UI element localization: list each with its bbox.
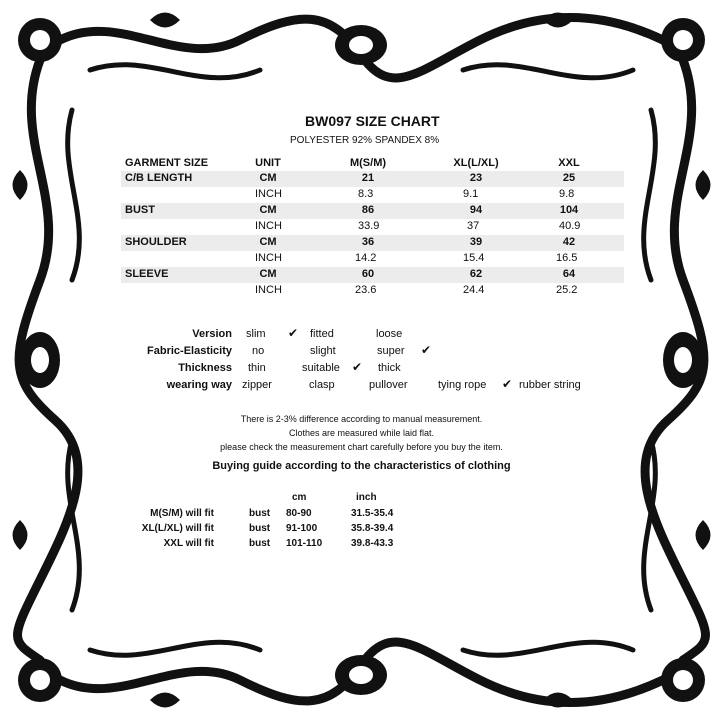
value-cell: 42 (562, 236, 576, 248)
attr-wearing-way-label: wearing way (166, 379, 232, 391)
chart-title: BW097 SIZE CHART (305, 113, 440, 129)
row-label: SHOULDER (125, 236, 187, 248)
guide-col-inch: inch (356, 492, 377, 503)
wearing-zipper: zipper (242, 379, 272, 391)
value-cell: 37 (467, 220, 480, 232)
wearing-rubber-string: rubber string (519, 379, 581, 391)
guide-col-cm: cm (292, 492, 307, 503)
buying-guide-title: Buying guide according to the characteristics of clothing (212, 460, 511, 472)
guide-row-label: XXL will fit (163, 538, 214, 549)
guide-row-part: bust (249, 508, 271, 519)
check-icon: ✔ (502, 377, 513, 391)
table-row-cb-length-inch (121, 187, 624, 203)
value-cell: 62 (469, 268, 483, 280)
value-cell: 40.9 (559, 220, 581, 232)
table-row-cb-length-cm (121, 171, 624, 187)
value-cell: 94 (469, 204, 483, 216)
unit-cell: INCH (255, 284, 282, 296)
header-xxl: XXL (558, 157, 580, 169)
unit-cell: CM (259, 268, 277, 280)
value-cell: 39 (469, 236, 483, 248)
value-cell: 23 (469, 172, 483, 184)
header-unit: UNIT (255, 157, 281, 169)
value-cell: 15.4 (463, 252, 485, 264)
wearing-tying-rope: tying rope (438, 379, 487, 391)
unit-cell: CM (259, 204, 277, 216)
value-cell: 36 (361, 236, 375, 248)
unit-cell: CM (259, 236, 277, 248)
value-cell: 16.5 (556, 252, 578, 264)
value-cell: 25 (562, 172, 576, 184)
header-garment-size: GARMENT SIZE (125, 157, 209, 169)
table-row-shoulder-cm (121, 235, 624, 251)
wearing-pullover: pullover (369, 379, 408, 391)
value-cell: 24.4 (463, 284, 485, 296)
unit-cell: INCH (255, 252, 282, 264)
guide-row-part: bust (249, 523, 271, 534)
row-label: SLEEVE (125, 268, 169, 280)
version-fitted: fitted (310, 328, 334, 340)
guide-row-cm: 101-110 (286, 538, 323, 549)
version-slim: slim (246, 328, 266, 340)
unit-cell: CM (259, 172, 277, 184)
unit-cell: INCH (255, 220, 282, 232)
version-loose: loose (376, 328, 403, 340)
value-cell: 9.8 (559, 188, 575, 200)
guide-row-label: XL(L/XL) will fit (141, 523, 214, 534)
value-cell: 104 (559, 204, 579, 216)
header-m: M(S/M) (349, 157, 387, 169)
value-cell: 86 (361, 204, 375, 216)
table-row-shoulder-inch (121, 251, 624, 267)
thickness-thin: thin (248, 362, 266, 374)
material-composition: POLYESTER 92% SPANDEX 8% (290, 135, 440, 146)
guide-row-inch: 39.8-43.3 (351, 538, 394, 549)
note-check-chart: please check the measurement chart carefully before you buy the item. (220, 442, 503, 452)
value-cell: 64 (562, 268, 576, 280)
guide-row-cm: 91-100 (286, 523, 318, 534)
attr-thickness-label: Thickness (178, 362, 232, 374)
guide-row-cm: 80-90 (286, 508, 312, 519)
wearing-clasp: clasp (309, 379, 335, 391)
check-icon: ✔ (421, 343, 432, 357)
check-icon: ✔ (288, 326, 299, 340)
value-cell: 8.3 (358, 188, 374, 200)
attr-version-label: Version (192, 328, 232, 340)
guide-row-inch: 31.5-35.4 (351, 508, 394, 519)
note-laid-flat: Clothes are measured while laid flat. (288, 428, 435, 438)
elasticity-super: super (377, 345, 405, 357)
value-cell: 33.9 (358, 220, 380, 232)
header-xl: XL(L/XL) (453, 157, 499, 169)
table-row-sleeve-cm (121, 267, 624, 283)
guide-row-label: M(S/M) will fit (150, 508, 214, 519)
value-cell: 21 (361, 172, 375, 184)
attr-elasticity-label: Fabric-Elasticity (147, 345, 232, 357)
value-cell: 60 (361, 268, 375, 280)
value-cell: 14.2 (355, 252, 377, 264)
table-row-bust-cm (121, 203, 624, 219)
value-cell: 25.2 (556, 284, 578, 296)
thickness-thick: thick (378, 362, 401, 374)
unit-cell: INCH (255, 188, 282, 200)
thickness-suitable: suitable (302, 362, 340, 374)
value-cell: 23.6 (355, 284, 377, 296)
elasticity-slight: slight (310, 345, 336, 357)
check-icon: ✔ (352, 360, 363, 374)
row-label: C/B LENGTH (125, 172, 193, 184)
note-measurement-difference: There is 2-3% difference according to manual measurement. (240, 414, 483, 424)
guide-row-inch: 35.8-39.4 (351, 523, 394, 534)
row-label: BUST (125, 204, 155, 216)
guide-row-part: bust (249, 538, 271, 549)
value-cell: 9.1 (463, 188, 479, 200)
table-row-sleeve-inch (121, 283, 624, 299)
elasticity-no: no (252, 345, 265, 357)
table-row-bust-inch (121, 219, 624, 235)
